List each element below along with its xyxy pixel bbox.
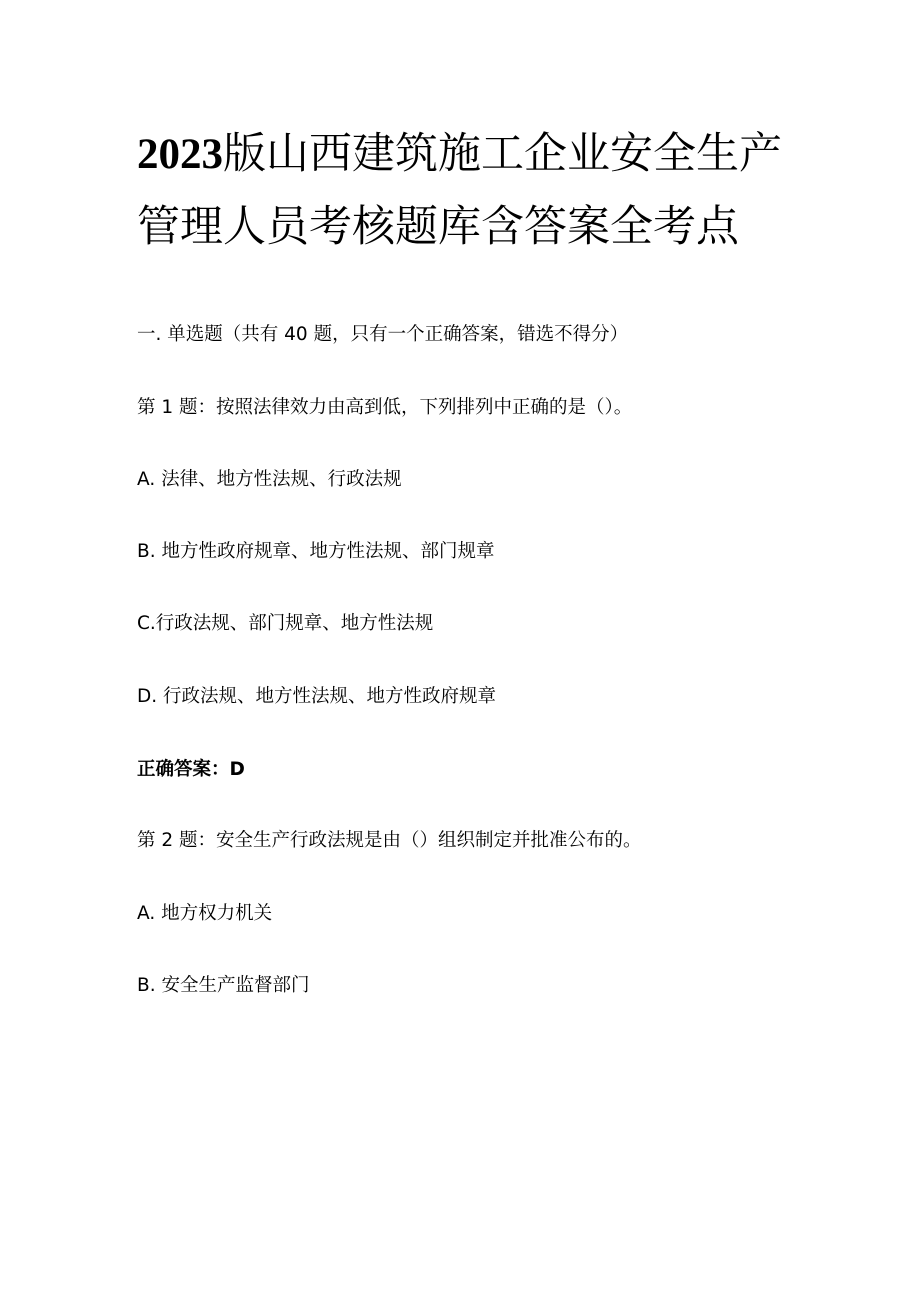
title-line-1 xyxy=(137,118,837,191)
section-heading: 一. 单选题（共有 40 题，只有一个正确答案，错选不得分） xyxy=(137,324,629,345)
question-1-stem: 第 1 题：按照法律效力由高到低，下列排列中正确的是（）。 xyxy=(137,397,633,418)
document-title xyxy=(137,118,837,263)
title-year: 2023 xyxy=(137,131,223,178)
title-line-1-text: 版山西建筑施工企业安全生产 xyxy=(223,129,782,179)
question-1-option-a: A. 法律、地方性法规、行政法规 xyxy=(137,469,402,490)
question-2-option-b: B. 安全生产监督部门 xyxy=(137,975,310,996)
question-1-answer: 正确答案：D xyxy=(137,759,245,780)
question-1-option-b: B. 地方性政府规章、地方性法规、部门规章 xyxy=(137,541,495,562)
question-1-option-c: C.行政法规、部门规章、地方性法规 xyxy=(137,613,434,634)
question-2-option-a: A. 地方权力机关 xyxy=(137,903,273,924)
title-line-2: 管理人员考核题库含答案全考点 xyxy=(137,202,739,252)
question-1-option-d: D. 行政法规、地方性法规、地方性政府规章 xyxy=(137,686,497,707)
question-2-stem: 第 2 题：安全生产行政法规是由（）组织制定并批准公布的。 xyxy=(137,830,642,851)
